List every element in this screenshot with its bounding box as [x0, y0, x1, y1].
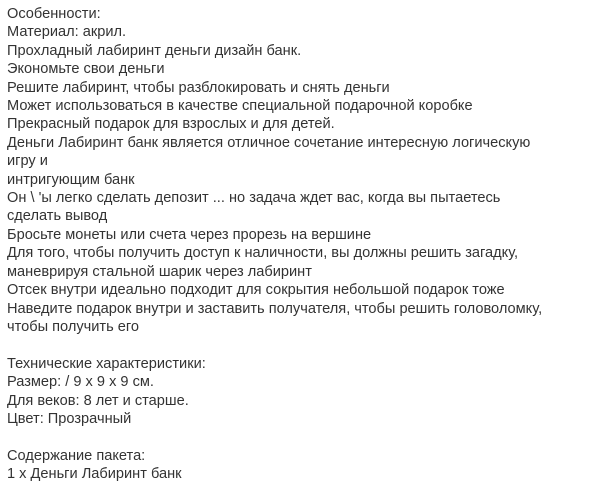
feature-line: Экономьте свои деньги	[7, 61, 165, 78]
product-description	[7, 5, 595, 484]
feature-line: Прохладный лабиринт деньги дизайн банк.	[7, 42, 302, 59]
feature-line: Наведите подарок внутри и заставить получателя, чтобы решить головоломку,	[7, 300, 543, 317]
feature-line: Отсек внутри идеально подходит для сокрытия небольшой подарок тоже	[7, 282, 505, 299]
feature-line: Он \ 'ы легко сделать депозит ... но задача ждет вас, когда вы пытаетесь	[7, 190, 501, 207]
spec-line: Для веков: 8 лет и старше.	[7, 392, 189, 409]
feature-line: Прекрасный подарок для взрослых и для детей.	[7, 116, 335, 133]
package-heading: Содержание пакета:	[7, 447, 146, 464]
spec-line: Цвет: Прозрачный	[7, 410, 132, 427]
feature-line: Деньги Лабиринт банк является отличное сочетание интересную логическую	[7, 134, 531, 151]
specs-heading: Технические характеристики:	[7, 355, 206, 372]
feature-line: сделать вывод	[7, 208, 108, 225]
section-spacer	[7, 428, 595, 446]
feature-line: Бросьте монеты или счета через прорезь на вершине	[7, 226, 372, 243]
specs-section	[7, 355, 595, 429]
feature-line: Решите лабиринт, чтобы разблокировать и снять деньги	[7, 79, 390, 96]
features-heading: Особенности:	[7, 6, 101, 22]
features-section	[7, 5, 595, 336]
feature-line: чтобы получить его	[7, 318, 139, 335]
spec-line: Размер: / 9 x 9 x 9 см.	[7, 374, 154, 391]
package-section	[7, 447, 595, 484]
feature-line: Материал: акрил.	[7, 24, 127, 41]
feature-line: маневрируя стальной шарик через лабиринт	[7, 263, 312, 280]
section-spacer	[7, 336, 595, 354]
feature-line: интригующим банк	[7, 171, 135, 188]
package-line: 1 x Деньги Лабиринт банк	[7, 466, 182, 483]
feature-line: Может использоваться в качестве специальной подарочной коробке	[7, 98, 473, 115]
feature-line: игру и	[7, 153, 48, 170]
feature-line: Для того, чтобы получить доступ к наличности, вы должны решить загадку,	[7, 245, 519, 262]
